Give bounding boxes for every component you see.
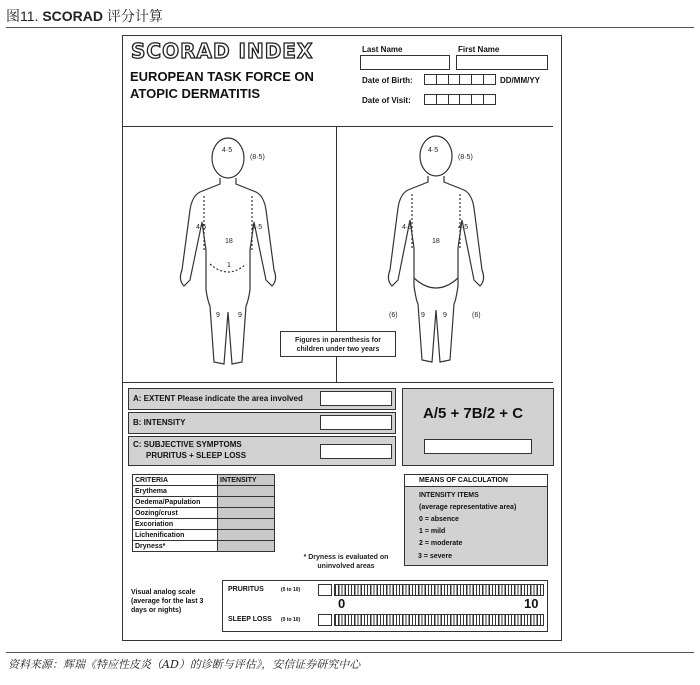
caption-prefix: 图11. (6, 8, 39, 24)
scorad-total-input[interactable] (424, 439, 532, 454)
back-head-child-value: (8·5) (458, 154, 473, 161)
form-title: SCORAD INDEX (131, 39, 314, 63)
means-line: 2 = moderate (419, 540, 463, 547)
front-leg-left-value: 9 (216, 312, 220, 319)
intensity-head: INTENSITY (218, 475, 275, 486)
source-note: 资料来源：辉瑞《特应性皮炎（AD）的诊断与评估》，安信证券研究中心 (8, 658, 361, 671)
means-line: 1 = mild (419, 528, 446, 535)
back-leg-right-value: 9 (443, 312, 447, 319)
sleep-loss-slider[interactable] (334, 614, 544, 626)
visit-label: Date of Visit: (362, 96, 411, 105)
scale-min: 0 (338, 596, 346, 611)
extent-label: A: EXTENT Please indicate the area involved (133, 394, 303, 403)
criteria-intensity-cell[interactable] (218, 508, 275, 519)
dob-format: DD/MM/YY (500, 76, 540, 85)
means-title: MEANS OF CALCULATION (405, 475, 547, 487)
figures-note: Figures in parenthesis for children under two years (280, 331, 396, 357)
top-rule (6, 27, 694, 28)
front-head-value: 4·5 (222, 147, 233, 154)
means-line-last: 3 = severe (418, 553, 453, 560)
dryness-note: * Dryness is evaluated on uninvolved areas (303, 554, 389, 570)
body-section-divider (123, 382, 553, 383)
front-groin-value: 1 (227, 262, 231, 269)
vas-label: Visual analog scale (average for the last 3 days or nights) (131, 589, 204, 614)
criteria-intensity-cell[interactable] (218, 497, 275, 508)
front-head-child-value: (8·5) (250, 154, 265, 161)
extent-input[interactable] (320, 391, 392, 406)
visit-field[interactable] (424, 94, 496, 105)
header-divider (123, 126, 553, 127)
subjective-sublabel: PRURITUS + SLEEP LOSS (146, 451, 247, 460)
criteria-head: CRITERIA (133, 475, 218, 486)
front-arm-right-value: 4·5 (252, 224, 263, 231)
means-line: (average representative area) (419, 504, 517, 511)
back-arm-left-value: 4·5 (402, 224, 413, 231)
criteria-item: Dryness* (133, 541, 218, 552)
pruritus-label: PRURITUS (228, 586, 264, 593)
criteria-item: Oozing/crust (133, 508, 218, 519)
criteria-item: Excoriation (133, 519, 218, 530)
back-trunk-value: 18 (432, 238, 440, 245)
pruritus-range: (0 to 10) (281, 587, 301, 593)
intensity-label: B: INTENSITY (133, 418, 186, 427)
means-line: 0 = absence (419, 516, 459, 523)
intensity-input[interactable] (320, 415, 392, 430)
figure-caption (6, 6, 163, 26)
criteria-item: Erythema (133, 486, 218, 497)
sleep-loss-slider-handle[interactable] (318, 614, 332, 626)
formula-text: A/5 + 7B/2 + C (423, 405, 524, 422)
sleep-loss-range: (0 to 10) (281, 617, 301, 623)
bottom-rule (6, 652, 694, 653)
back-leg-right-child-value: (6) (472, 312, 481, 319)
last-name-field[interactable] (360, 55, 450, 70)
subjective-label: C: SUBJECTIVE SYMPTOMS (133, 440, 242, 449)
form-subtitle: EUROPEAN TASK FORCE ON ATOPIC DERMATITIS (130, 69, 314, 101)
front-leg-right-value: 9 (238, 312, 242, 319)
criteria-table (132, 474, 275, 552)
back-head-value: 4·5 (428, 147, 439, 154)
front-body-illustration (170, 130, 290, 380)
means-line: INTENSITY ITEMS (419, 492, 479, 499)
criteria-intensity-cell[interactable] (218, 530, 275, 541)
criteria-item: Oedema/Papulation (133, 497, 218, 508)
criteria-item: Lichenification (133, 530, 218, 541)
back-arm-right-value: 4·5 (458, 224, 469, 231)
scale-max: 10 (524, 596, 539, 611)
sleep-loss-label: SLEEP LOSS (228, 616, 272, 623)
criteria-intensity-cell[interactable] (218, 486, 275, 497)
front-trunk-value: 18 (225, 238, 233, 245)
back-leg-left-child-value: (6) (389, 312, 398, 319)
criteria-intensity-cell[interactable] (218, 541, 275, 552)
subjective-input[interactable] (320, 444, 392, 459)
last-name-label: Last Name (362, 45, 403, 54)
pruritus-slider-handle[interactable] (318, 584, 332, 596)
caption-title: SCORAD (42, 8, 103, 24)
first-name-label: First Name (458, 45, 500, 54)
criteria-intensity-cell[interactable] (218, 519, 275, 530)
dob-field[interactable] (424, 74, 496, 85)
caption-suffix: 评分计算 (106, 8, 163, 24)
front-arm-left-value: 4·5 (196, 224, 207, 231)
dob-label: Date of Birth: (362, 76, 413, 85)
pruritus-slider[interactable] (334, 584, 544, 596)
back-leg-left-value: 9 (421, 312, 425, 319)
first-name-field[interactable] (456, 55, 548, 70)
formula-box (402, 388, 554, 466)
